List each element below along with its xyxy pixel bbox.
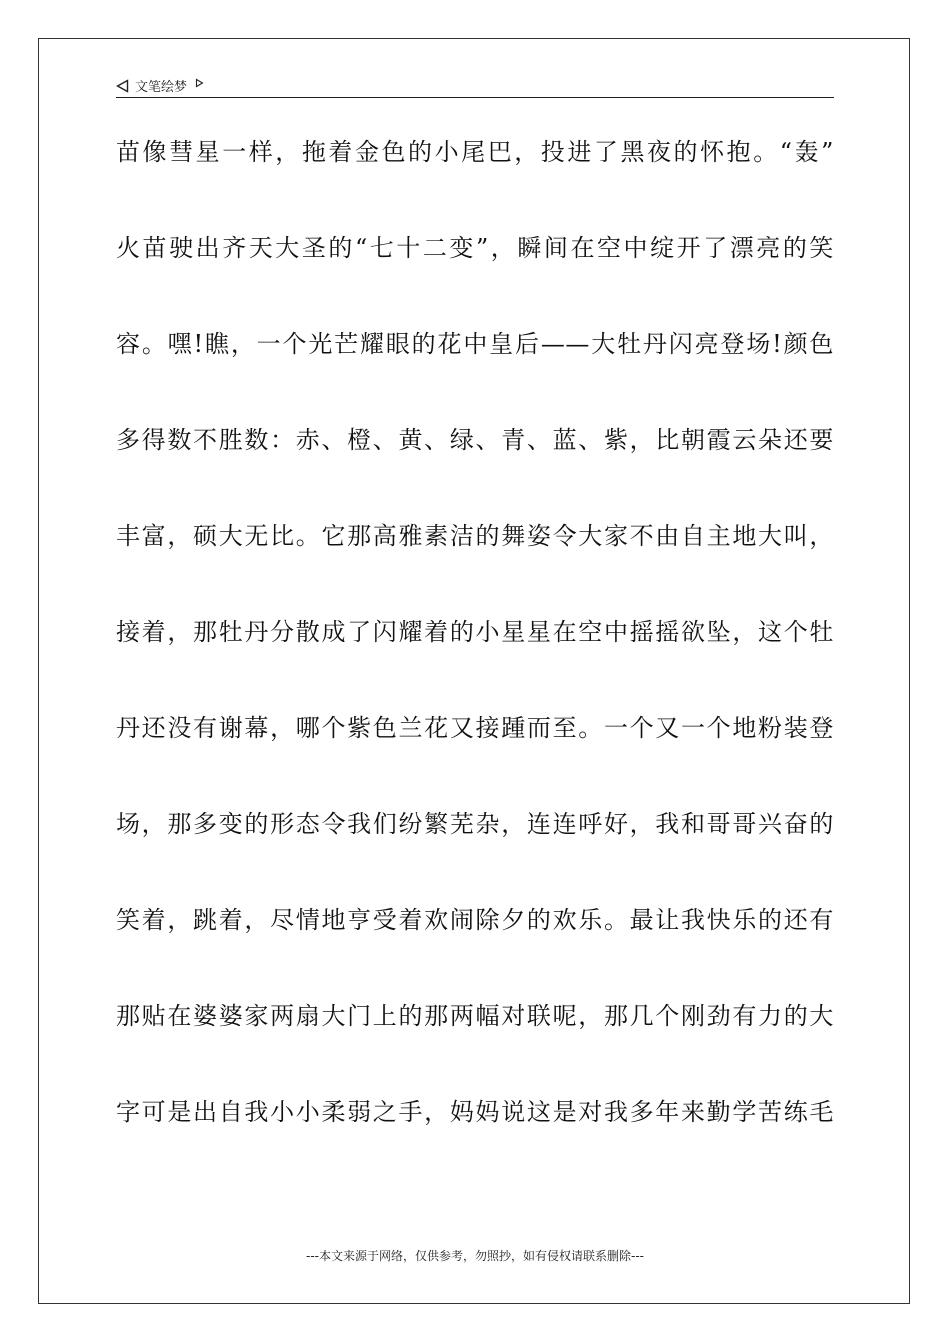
page-header [116,72,834,98]
text-line: 笑着，跳着，尽情地亨受着欢闹除夕的欢乐。最让我快乐的还有 [116,906,834,934]
text-line: 接着，那牡丹分散成了闪耀着的小星星在空中摇摇欲坠，这个牡 [116,618,834,646]
body-text [116,120,834,1176]
text-line: 字可是出自我小小柔弱之手，妈妈说这是对我多年来勤学苦练毛 [116,1098,834,1126]
text-line: 容。嘿!瞧，一个光芒耀眼的花中皇后——大牡丹闪亮登场!颜色 [116,330,834,358]
header-title: 文笔绘梦 [135,80,188,95]
text-line: 火苗驶出齐天大圣的“七十二变”，瞬间在空中绽开了漂亮的笑 [116,234,834,262]
text-line: 那贴在婆婆家两扇大门上的那两幅对联呢，那几个刚劲有力的大 [116,1002,834,1030]
text-line: 丹还没有谢幕，哪个紫色兰花又接踵而至。一个又一个地粉装登 [116,714,834,742]
text-line: 丰富，硕大无比。它那高雅素洁的舞姿令大家不由自主地大叫， [116,522,834,550]
text-line: 苗像彗星一样，拖着金色的小尾巴，投进了黑夜的怀抱。“轰” [116,138,834,166]
text-line: 场，那多变的形态令我们纷繁芜杂，连连呼好，我和哥哥兴奋的 [116,810,834,838]
page-footer: ---本文来源于网络，仅供参考，勿照抄，如有侵权请联系删除--- [306,1249,644,1263]
left-triangle-outline-icon [116,79,129,93]
right-triangle-outline-icon [195,78,204,88]
text-line: 多得数不胜数：赤、橙、黄、绿、青、蓝、紫，比朝霞云朵还要 [116,426,834,454]
